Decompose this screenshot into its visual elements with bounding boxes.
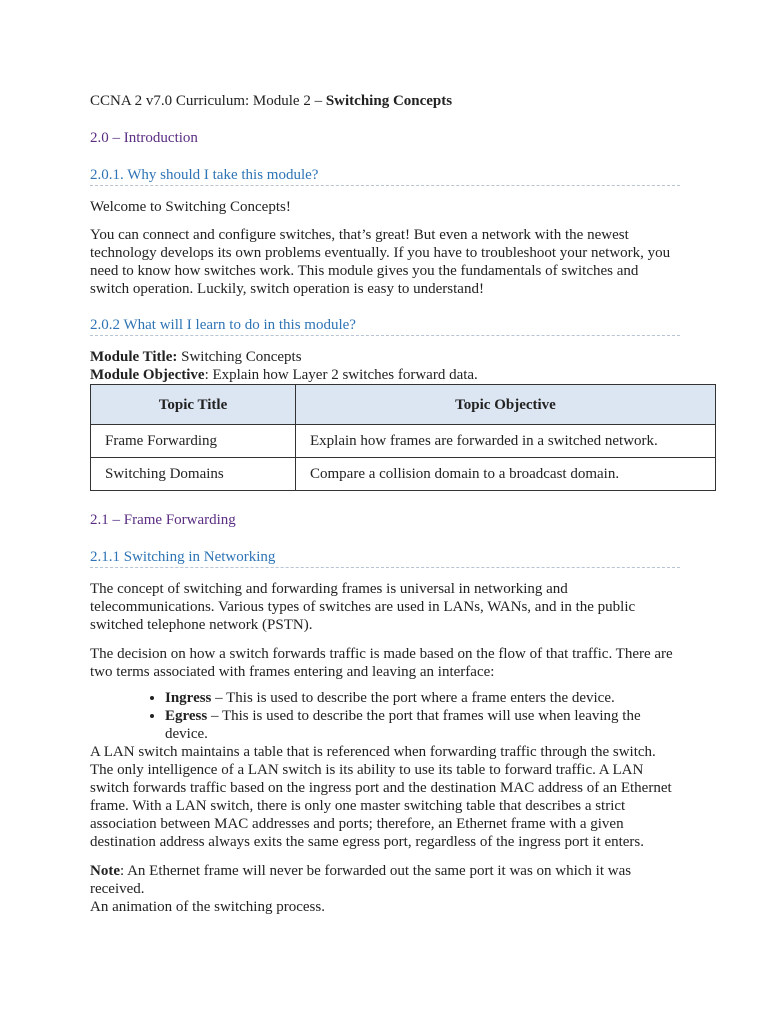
topics-table [90, 384, 716, 491]
table-header-row [91, 385, 716, 425]
heading-frame-forwarding: 2.1 – Frame Forwarding [90, 512, 236, 528]
title-bold: Switching Concepts [325, 93, 453, 109]
table-cell: Switching Domains [91, 458, 296, 491]
table-header-topic-objective: Topic Objective [296, 385, 716, 425]
paragraph-forwarding-decision: The decision on how a switch forwards traffic is made based on the flow of that traffic. There are two terms associated with frames entering and leaving an interface: [90, 646, 673, 680]
ingress-egress-list [90, 689, 680, 743]
note-label: Note [90, 863, 120, 879]
paragraph-switching-concept: The concept of switching and forwarding frames is universal in networking and telecommunications. Various types of switches are used in LANs, WANs, and in the public switched telephone network (PSTN). [90, 581, 636, 633]
intro-paragraph: You can connect and configure switches, that’s great! But even a network with the newest technology develops its own problems eventually. If you have to troubleshoot your network, you need to know how switches work. This module gives you the fundamentals of switches and switch operation. Luckily, switch operation is easy to understand! [90, 227, 671, 297]
table-cell: Compare a collision domain to a broadcast domain. [296, 458, 716, 491]
module-objective-label: Module Objective [90, 367, 205, 383]
heading-switching-in-networking: 2.1.1 Switching in Networking [90, 548, 680, 568]
module-title-line [90, 348, 680, 366]
list-item: • Egress – This is used to describe the port that frames will use when leaving the device. [165, 707, 680, 743]
document-body [90, 92, 680, 916]
module-title-label: Module Title: [90, 349, 178, 365]
document-title: CCNA 2 v7.0 Curriculum: Module 2 – Switching Concepts [90, 93, 453, 109]
note-text: : An Ethernet frame will never be forwarded out the same port it was on which it was received. [90, 863, 632, 897]
note-paragraph [90, 862, 680, 898]
paragraph-lan-switch-table: A LAN switch maintains a table that is referenced when forwarding traffic through the switch. The only intelligence of a LAN switch is its ability to use its table to forward traffic. A LAN switch forwards traffic based on the ingress port and the destination MAC address of an Ethernet frame. With a LAN switch, there is only one master switching table that describes a strict association between MAC addresses and ports; therefore, an Ethernet frame with a given destination address always exits the same egress port, regardless of the ingress port it enters. [90, 744, 672, 850]
heading-introduction: 2.0 – Introduction [90, 130, 198, 146]
table-cell: Frame Forwarding [91, 425, 296, 458]
heading-what-will-i-learn: 2.0.2 What will I learn to do in this module? [90, 316, 680, 336]
welcome-text: Welcome to Switching Concepts! [90, 199, 291, 215]
animation-caption: An animation of the switching process. [90, 899, 325, 915]
table-header-topic-title: Topic Title [91, 385, 296, 425]
module-title-value: Switching Concepts [177, 349, 302, 365]
module-objective-line [90, 366, 680, 384]
module-objective-value: : Explain how Layer 2 switches forward data. [204, 367, 478, 383]
list-item: • Ingress – This is used to describe the port where a frame enters the device. [165, 689, 680, 707]
table-row [91, 425, 716, 458]
heading-why-take-module: 2.0.1. Why should I take this module? [90, 166, 680, 186]
table-cell: Explain how frames are forwarded in a switched network. [296, 425, 716, 458]
table-row [91, 458, 716, 491]
